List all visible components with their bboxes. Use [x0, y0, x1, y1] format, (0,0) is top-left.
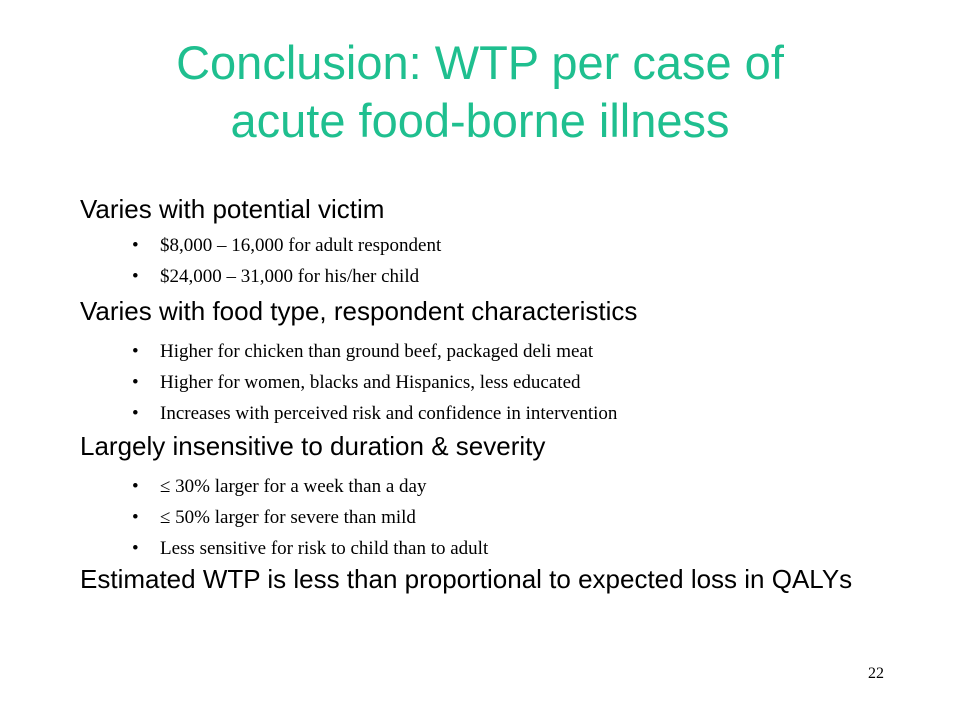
bullet-glyph: •	[132, 538, 139, 559]
bullet-list-victim	[80, 230, 920, 292]
bullet-text: $24,000 – 31,000 for his/her child	[160, 266, 420, 287]
bullet-glyph: •	[132, 372, 139, 393]
bullet-text: Higher for women, blacks and Hispanics, less educated	[160, 372, 581, 393]
section-heading-duration: Largely insensitive to duration & severity	[80, 431, 546, 461]
section-heading-qalys: Estimated WTP is less than proportional to expected loss in QALYs	[80, 564, 853, 594]
section-heading-food-type: Varies with food type, respondent characteristics	[80, 296, 638, 326]
bullet-text: $8,000 – 16,000 for adult respondent	[160, 235, 442, 256]
slide-title-line-2: acute food-borne illness	[230, 94, 730, 147]
slide-body	[80, 194, 920, 592]
bullet-text: Increases with perceived risk and confidence in intervention	[160, 403, 618, 424]
page-number: 22	[868, 665, 884, 682]
bullet-glyph: •	[132, 507, 139, 528]
bullet-item	[80, 471, 920, 502]
bullet-list-duration	[80, 471, 920, 564]
bullet-item	[80, 261, 920, 292]
bullet-list-food-type	[80, 336, 920, 429]
bullet-item	[80, 367, 920, 398]
bullet-glyph: •	[132, 235, 139, 256]
bullet-glyph: •	[132, 341, 139, 362]
bullet-item	[80, 502, 920, 533]
bullet-glyph: •	[132, 476, 139, 497]
slide-title	[60, 34, 900, 150]
bullet-text: ≤ 30% larger for a week than a day	[160, 476, 427, 497]
bullet-text: Higher for chicken than ground beef, packaged deli meat	[160, 341, 594, 362]
bullet-item	[80, 398, 920, 429]
bullet-item	[80, 533, 920, 564]
bullet-item	[80, 336, 920, 367]
bullet-item	[80, 230, 920, 261]
bullet-text: ≤ 50% larger for severe than mild	[160, 507, 416, 528]
slide-title-line-1: Conclusion: WTP per case of	[176, 36, 784, 89]
section-heading-victim: Varies with potential victim	[80, 194, 385, 224]
bullet-glyph: •	[132, 403, 139, 424]
bullet-text: Less sensitive for risk to child than to adult	[160, 538, 489, 559]
bullet-glyph: •	[132, 266, 139, 287]
